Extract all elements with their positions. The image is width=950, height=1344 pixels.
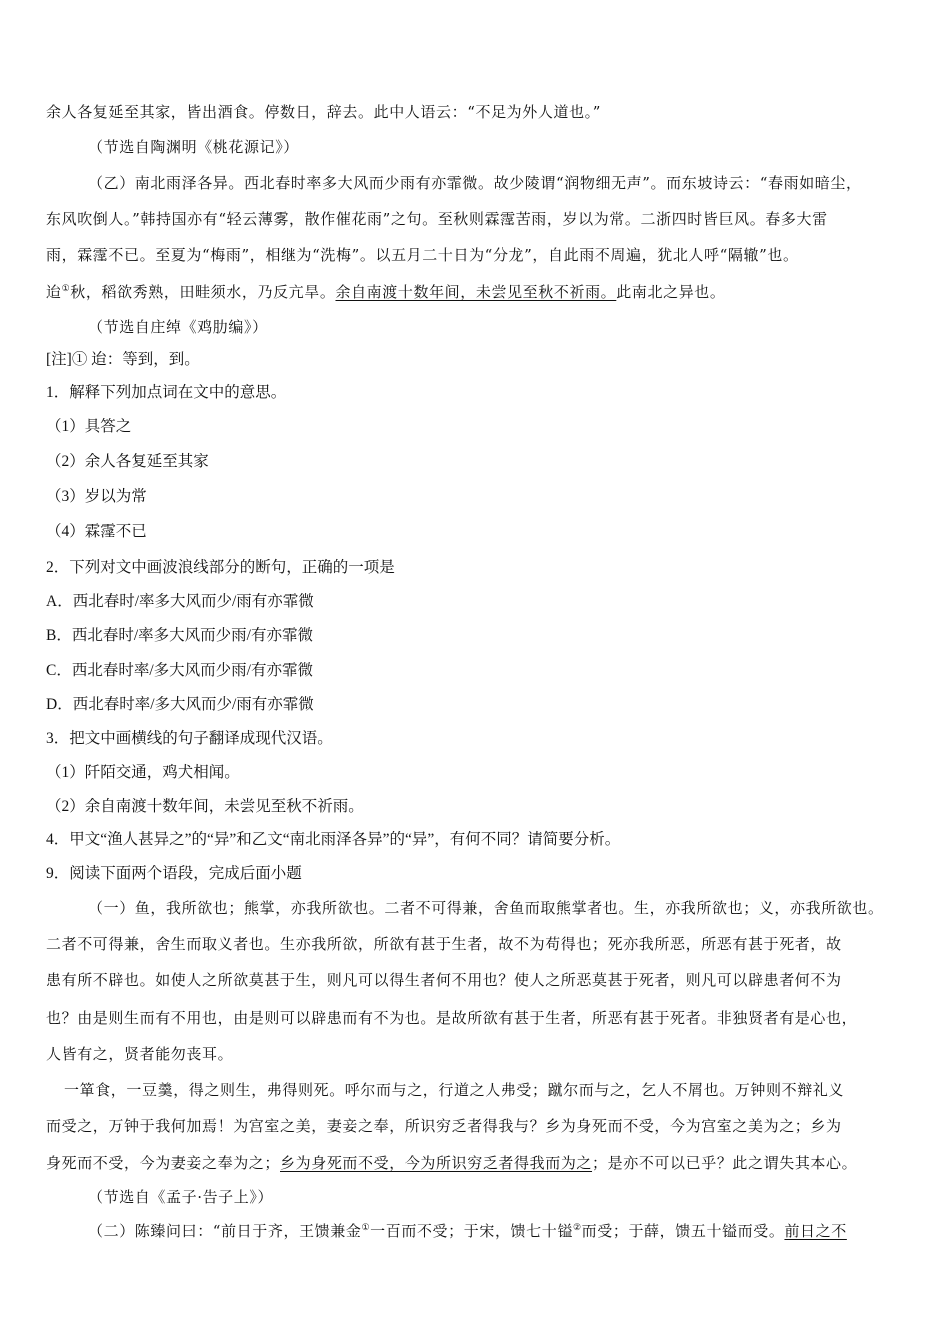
mencius-p2-line-2: 而受之，万钟于我何加焉！为宫室之美，妻妾之奉，所识穷乏者得我与？乡为身死而不受，今为宫室之美为之；乡为 [46,1117,842,1135]
mencius-source: （节选自《孟子·告子上》） [88,1188,274,1206]
question-1-stem: 1．解释下列加点词在文中的意思。 [46,384,287,401]
text-segment: 一百而不受；于宋，馈七十镒 [370,1222,573,1240]
text-segment: 迨 [46,283,62,301]
passage-a-last-line: 余人各复延至其家，皆出酒食。停数日，辞去。此中人语云：“不足为外人道也。” [46,103,602,121]
passage-2-line-1 [88,1220,908,1242]
question-2-option-a: A．西北春时/率多大风而少/雨有亦霏微 [46,593,314,610]
underlined-sentence: 余自南渡十数年间，未尝见至秋不祈雨。 [335,283,617,301]
passage-b-line-4 [46,281,908,303]
text-segment: ；是亦不可以已乎？此之谓失其本心。 [592,1154,858,1172]
question-3-stem: 3．把文中画横线的句子翻译成现代汉语。 [46,730,333,747]
mencius-p2-line-3 [46,1152,908,1174]
question-4-stem: 4．甲文“渔人甚异之”的“异”和乙文“南北雨泽各异”的“异”，有何不同？请简要分析。 [46,831,621,848]
question-1-item: （4）霖霪不已 [46,523,147,540]
text-segment: 而受；于薛，馈五十镒而受。 [581,1222,785,1240]
footnote-marker: ① [61,284,71,294]
mencius-p1-line-1: （一）鱼，我所欲也；熊掌，亦我所欲也。二者不可得兼，舍鱼而取熊掌者也。生，亦我所欲也；义，亦我所欲也。 [88,899,884,917]
text-segment: 秋，稻欲秀熟，田畦须水，乃反亢旱。 [70,283,336,301]
passage-b-source: （节选自庄绰《鸡肋编》） [88,318,268,336]
text-segment: （二）陈臻问曰：“前日于齐，王馈兼金 [88,1222,362,1240]
question-3-item: （2）余自南渡十数年间，未尝见至秋不祈雨。 [46,798,364,815]
passage-b-line-3: 雨，霖霪不已。至夏为“梅雨”，相继为“洗梅”。以五月二十日为“分龙”，自此雨不周遍，犹北人呼“隔辙”也。 [46,246,799,264]
text-segment: 此南北之异也。 [616,283,726,301]
underlined-sentence: 乡为身死而不受，今为所识穷乏者得我而为之 [280,1154,593,1172]
question-3-item: （1）阡陌交通，鸡犬相闻。 [46,764,240,781]
question-2-option-c: C．西北春时率/多大风而少雨/有亦霏微 [46,662,313,679]
passage-b-line-1: （乙）南北雨泽各异。西北春时率多大风而少雨有亦霏微。故少陵谓“润物细无声”。而东坡诗云：“春雨如暗尘， [88,174,862,192]
text-segment: 身死而不受，今为妻妾之奉为之； [46,1154,281,1172]
footnote: [注]① 迨：等到，到。 [46,351,200,368]
question-2-option-d: D．西北春时率/多大风而少/雨有亦霏微 [46,696,314,713]
passage-a-source: （节选自陶渊明《桃花源记》） [88,138,299,156]
question-9-stem: 9．阅读下面两个语段，完成后面小题 [46,865,302,882]
mencius-p1-line-5: 人皆有之，贤者能勿丧耳。 [46,1045,234,1063]
footnote-marker: ② [572,1223,582,1233]
question-1-item: （3）岁以为常 [46,488,147,505]
mencius-p1-line-2: 二者不可得兼，舍生而取义者也。生亦我所欲，所欲有甚于生者，故不为苟得也；死亦我所恶，所恶有甚于死者，故 [46,935,842,953]
footnote-marker: ① [361,1223,371,1233]
underlined-sentence: 前日之不 [784,1222,847,1240]
mencius-p1-line-4: 也？由是则生而有不用也，由是则可以辟患而有不为也。是故所欲有甚于生者，所恶有甚于死者。非独贤者有是心也， [46,1009,858,1027]
passage-b-line-2: 东风吹倒人。”韩持国亦有“轻云薄雾，散作催花雨”之句。至秋则霖霪苦雨，岁以为常。二浙四时皆巨风。春多大雷 [46,210,828,228]
mencius-p1-line-3: 患有所不辟也。如使人之所欲莫甚于生，则凡可以得生者何不用也？使人之所恶莫甚于死者，则凡可以辟患者何不为 [46,971,842,989]
question-2-option-b: B．西北春时/率多大风而少雨/有亦霏微 [46,627,313,644]
question-1-item: （1）具答之 [46,418,132,435]
question-1-item: （2）余人各复延至其家 [46,453,209,470]
mencius-p2-line-1: 一箪食，一豆羹，得之则生，弗得则死。呼尔而与之，行道之人弗受；蹴尔而与之，乞人不屑也。万钟则不辩礼义 [64,1081,845,1099]
question-2-stem: 2．下列对文中画波浪线部分的断句，正确的一项是 [46,559,395,576]
